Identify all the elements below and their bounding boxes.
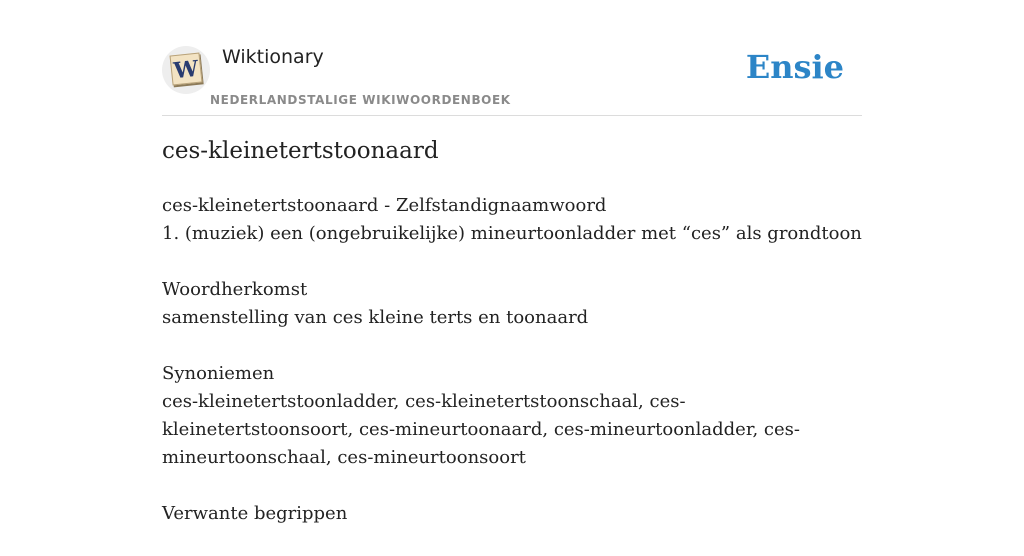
page <box>162 0 862 524</box>
etymology-text: samenstelling van ces kleine terts en toonaard <box>162 307 589 328</box>
related-section <box>162 500 862 528</box>
site-header <box>162 0 862 116</box>
entry-title: ces-kleinetertstoonaard <box>162 138 439 164</box>
entry-content <box>162 192 862 556</box>
synonyms-section <box>162 360 862 472</box>
definition-text: 1. (muziek) een (ongebruikelijke) mineurtoonladder met “ces” als grondtoon <box>162 223 862 244</box>
site-name[interactable]: Wiktionary <box>222 46 324 68</box>
etymology-section <box>162 276 862 332</box>
synonyms-text: ces-kleinetertstoonladder, ces-kleinetertstoonschaal, ces-kleinetertstoonsoort, ces-mineurtoonaard, ces-mineurtoonladder, ces-mineurtoonschaal, ces-mineurtoonsoort <box>162 391 800 468</box>
definition-section <box>162 192 862 248</box>
synonyms-heading: Synoniemen <box>162 363 275 384</box>
etymology-heading: Woordherkomst <box>162 279 308 300</box>
ensie-brand-link[interactable]: Ensie <box>745 48 844 86</box>
wiktionary-logo-icon[interactable] <box>162 46 210 94</box>
logo-tile: W <box>170 53 203 86</box>
part-of-speech-line: ces-kleinetertstoonaard - Zelfstandignaamwoord <box>162 195 607 216</box>
site-tagline: NEDERLANDSTALIGE WIKIWOORDENBOEK <box>210 93 511 107</box>
related-heading: Verwante begrippen <box>162 503 348 524</box>
